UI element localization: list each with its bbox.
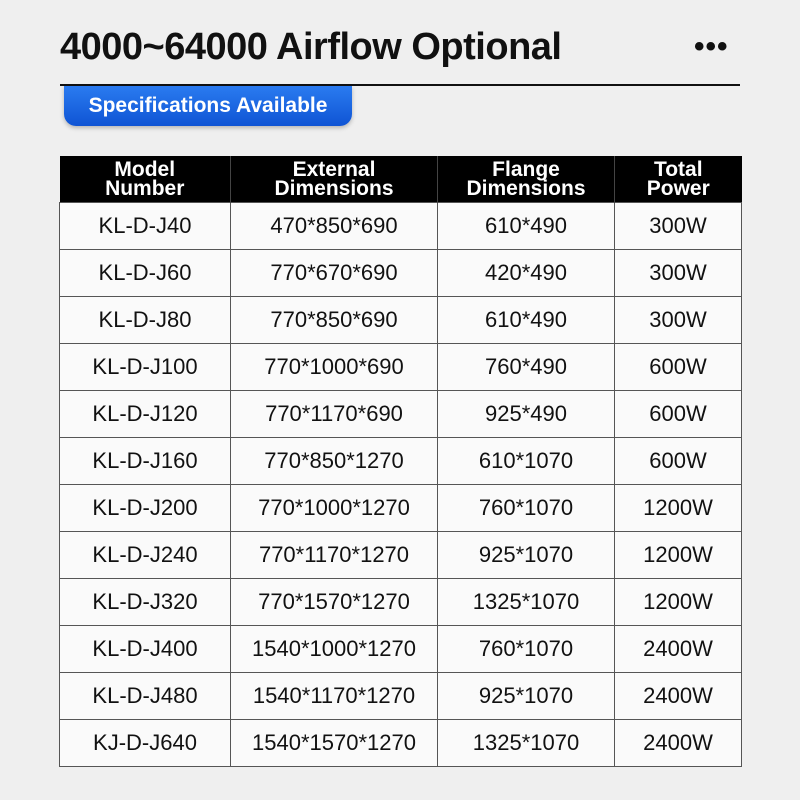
cell-total-power: 1200W bbox=[615, 485, 742, 532]
cell-total-power: 300W bbox=[615, 250, 742, 297]
header-line: Total bbox=[653, 158, 703, 181]
cell-model: KL-D-J480 bbox=[60, 673, 231, 720]
cell-model: KL-D-J400 bbox=[60, 626, 231, 673]
cell-model: KL-D-J160 bbox=[60, 438, 231, 485]
cell-model: KL-D-J60 bbox=[60, 250, 231, 297]
cell-external-dimensions: 1540*1570*1270 bbox=[231, 720, 438, 767]
header-external-dimensions bbox=[231, 156, 438, 203]
table-row bbox=[60, 391, 742, 438]
table-row bbox=[60, 250, 742, 297]
cell-external-dimensions: 770*1000*690 bbox=[231, 344, 438, 391]
cell-flange-dimensions: 760*1070 bbox=[438, 626, 615, 673]
cell-external-dimensions: 770*850*1270 bbox=[231, 438, 438, 485]
cell-flange-dimensions: 760*490 bbox=[438, 344, 615, 391]
header-line: Power bbox=[646, 177, 710, 200]
table-row bbox=[60, 344, 742, 391]
cell-model: KL-D-J40 bbox=[60, 203, 231, 250]
cell-total-power: 300W bbox=[615, 203, 742, 250]
cell-flange-dimensions: 1325*1070 bbox=[438, 720, 615, 767]
header-line: Model bbox=[114, 158, 176, 181]
header-total-power bbox=[615, 156, 742, 203]
cell-flange-dimensions: 925*490 bbox=[438, 391, 615, 438]
cell-model: KL-D-J240 bbox=[60, 532, 231, 579]
cell-external-dimensions: 770*670*690 bbox=[231, 250, 438, 297]
cell-total-power: 2400W bbox=[615, 720, 742, 767]
cell-external-dimensions: 1540*1000*1270 bbox=[231, 626, 438, 673]
table-row bbox=[60, 532, 742, 579]
table-row bbox=[60, 297, 742, 344]
table-row bbox=[60, 626, 742, 673]
specifications-badge: Specifications Available bbox=[64, 86, 352, 126]
header-line: External bbox=[292, 158, 376, 181]
cell-flange-dimensions: 925*1070 bbox=[438, 532, 615, 579]
specifications-table bbox=[59, 156, 742, 767]
cell-external-dimensions: 470*850*690 bbox=[231, 203, 438, 250]
table-header-row bbox=[60, 156, 742, 203]
cell-external-dimensions: 770*1000*1270 bbox=[231, 485, 438, 532]
cell-total-power: 600W bbox=[615, 438, 742, 485]
table-row bbox=[60, 720, 742, 767]
table-row bbox=[60, 438, 742, 485]
cell-model: KJ-D-J640 bbox=[60, 720, 231, 767]
cell-external-dimensions: 770*1570*1270 bbox=[231, 579, 438, 626]
cell-model: KL-D-J100 bbox=[60, 344, 231, 391]
cell-model: KL-D-J320 bbox=[60, 579, 231, 626]
cell-external-dimensions: 1540*1170*1270 bbox=[231, 673, 438, 720]
table-row bbox=[60, 673, 742, 720]
table-row bbox=[60, 485, 742, 532]
cell-model: KL-D-J120 bbox=[60, 391, 231, 438]
cell-flange-dimensions: 1325*1070 bbox=[438, 579, 615, 626]
cell-flange-dimensions: 610*1070 bbox=[438, 438, 615, 485]
header-line: Number bbox=[105, 177, 185, 200]
cell-flange-dimensions: 760*1070 bbox=[438, 485, 615, 532]
cell-flange-dimensions: 610*490 bbox=[438, 297, 615, 344]
header-flange-dimensions bbox=[438, 156, 615, 203]
header-line: Dimensions bbox=[466, 177, 586, 200]
cell-flange-dimensions: 610*490 bbox=[438, 203, 615, 250]
cell-external-dimensions: 770*850*690 bbox=[231, 297, 438, 344]
page-title: 4000~64000 Airflow Optional bbox=[60, 26, 562, 68]
cell-model: KL-D-J80 bbox=[60, 297, 231, 344]
cell-total-power: 2400W bbox=[615, 673, 742, 720]
table-row bbox=[60, 203, 742, 250]
more-options-icon[interactable]: ••• bbox=[694, 30, 729, 63]
header-model-number bbox=[60, 156, 231, 203]
cell-external-dimensions: 770*1170*690 bbox=[231, 391, 438, 438]
cell-total-power: 600W bbox=[615, 344, 742, 391]
header-line: Dimensions bbox=[274, 177, 394, 200]
table-row bbox=[60, 579, 742, 626]
cell-model: KL-D-J200 bbox=[60, 485, 231, 532]
cell-flange-dimensions: 420*490 bbox=[438, 250, 615, 297]
cell-total-power: 1200W bbox=[615, 532, 742, 579]
cell-external-dimensions: 770*1170*1270 bbox=[231, 532, 438, 579]
cell-flange-dimensions: 925*1070 bbox=[438, 673, 615, 720]
cell-total-power: 300W bbox=[615, 297, 742, 344]
cell-total-power: 2400W bbox=[615, 626, 742, 673]
cell-total-power: 600W bbox=[615, 391, 742, 438]
header-line: Flange bbox=[492, 158, 560, 181]
cell-total-power: 1200W bbox=[615, 579, 742, 626]
